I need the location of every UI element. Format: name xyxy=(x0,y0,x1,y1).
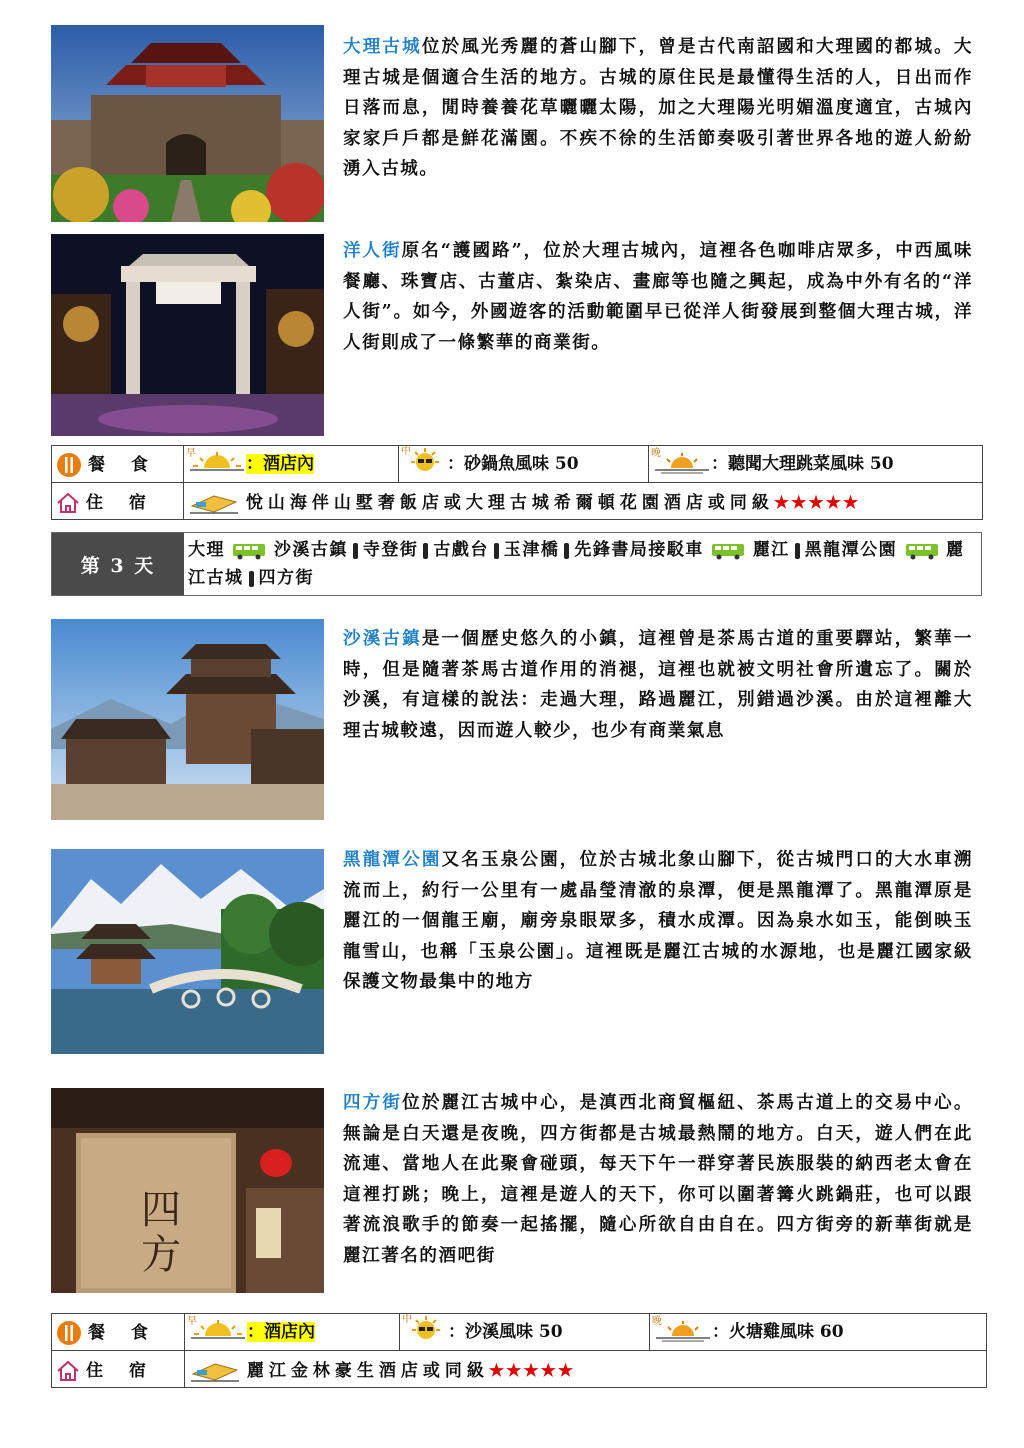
paragraph-sifang xyxy=(343,1088,973,1271)
lunch-value: ：砂鍋魚風味 50 xyxy=(447,453,579,474)
lodging-label: 住 宿 xyxy=(86,1360,156,1381)
heading-shaxi: 沙溪古鎮 xyxy=(343,629,422,649)
home-icon xyxy=(56,492,80,514)
stop-8: 麗江古城 xyxy=(188,540,965,588)
heading-heilongtan: 黑龍潭公園 xyxy=(343,850,442,870)
text-sifang: 位於麗江古城中心，是滇西北商貿樞紐、茶馬古道上的交易中心。無論是白天還是夜晚，四方街都是古城最熱鬧的地方。白天，遊人們在此流連、當地人在此聚會碰頭，每天下午一群穿著民族服裝的納西老太會在這裡打跳；晚上，這裡是遊人的天下，你可以圍著篝火跳鍋莊，也可以跟著流浪歌手的節奏一起搖擺，隨心所欲自由自在。四方街旁的新華街就是麗江著名的酒吧街 xyxy=(343,1093,973,1266)
lodging-stars: ★★★★★ xyxy=(773,492,861,513)
photo-shaxi-town xyxy=(51,619,324,820)
meal-label: 餐 食 xyxy=(88,454,158,475)
meal-label: 餐 食 xyxy=(88,1322,158,1343)
dinner-cell xyxy=(649,446,983,483)
dinner-tag: 晚 xyxy=(652,1316,662,1327)
pin-icon xyxy=(249,571,254,587)
lodging-row xyxy=(52,483,983,520)
photo-black-dragon-pool xyxy=(51,849,324,1054)
breakfast-cell xyxy=(185,1314,400,1351)
breakfast-value: ：酒店內 xyxy=(246,454,314,474)
stop-4: 玉津橋 xyxy=(503,540,560,560)
text-shaxi: 是一個歷史悠久的小鎮，這裡曾是茶馬古道的重要驛站，繁華一時，但是隨著茶馬古道作用的消褪，這裡也就被文明社會所遺忘了。關於沙溪，有這樣的說法：走過大理，路過麗江，別錯過沙溪。由於這裡離大理古城較遠，因而遊人較少，也少有商業氣息 xyxy=(343,629,973,741)
day3-itinerary xyxy=(51,532,982,596)
svg-text:四: 四 xyxy=(141,1187,181,1233)
pin-icon xyxy=(564,543,569,559)
photo-yangren-street xyxy=(51,234,324,436)
bus-icon xyxy=(232,542,266,560)
dinner-tag: 晚 xyxy=(651,448,661,459)
food-icon xyxy=(56,452,82,478)
bus-icon xyxy=(905,542,939,560)
pin-icon xyxy=(353,543,358,559)
dinner-value: ：聽聞大理跳菜風味 50 xyxy=(711,454,894,474)
paragraph-dali xyxy=(343,32,973,185)
lunch-value: ：沙溪風味 50 xyxy=(448,1321,563,1342)
lunch-tag: 中 xyxy=(401,445,411,457)
pin-icon xyxy=(494,543,499,559)
sunset-icon xyxy=(653,450,711,479)
breakfast-tag: 早 xyxy=(186,448,196,459)
lodging-label-cell xyxy=(52,1351,185,1388)
dinner-value: ：火塘雞風味 60 xyxy=(712,1322,844,1342)
breakfast-value: ：酒店內 xyxy=(247,1322,315,1342)
sunrise-icon xyxy=(188,450,246,479)
lodging-value: 麗江金林豪生酒店或同級 xyxy=(246,1360,489,1381)
text-yangren: 原名“護國路”，位於大理古城內，這裡各色咖啡店眾多，中西風味餐廳、珠寶店、古董店、紮染店、畫廊等也隨之興起，成為中外有名的“洋人街”。如今，外國遊客的活動範圍早已從洋人街發展到整個大理古城，洋人街則成了一條繁華的商業街。 xyxy=(343,241,973,353)
food-icon xyxy=(56,1320,82,1346)
bed-icon xyxy=(189,1360,241,1382)
pin-icon xyxy=(423,543,428,559)
text-heilongtan: 又名玉泉公園，位於古城北象山腳下，從古城門口的大水車溯流而上，約行一公里有一處晶瑩清澈的泉潭，便是黑龍潭了。黑龍潭原是麗江的一個龍王廟，廟旁泉眼眾多，積水成潭。因為泉水如玉，能倒映玉龍雪山，也稱「玉泉公園」。這裡既是麗江古城的水源地，也是麗江國家級保護文物最集中的地方 xyxy=(343,850,974,992)
meal-label-cell xyxy=(52,1314,185,1351)
text-dali: 位於風光秀麗的蒼山腳下，曾是古代南詔國和大理國的都城。大理古城是個適合生活的地方。古城的原住民是最懂得生活的人，日出而作日落而息，閒時養養花草曬曬太陽，加之大理陽光明媚溫度適宜，古城內家家戶戶都是鮮花滿園。不疾不徐的生活節奏吸引著世界各地的遊人紛紛湧入古城。 xyxy=(343,37,973,179)
bus-icon xyxy=(711,542,745,560)
sunrise-icon xyxy=(189,1318,247,1347)
lodging-stars: ★★★★★ xyxy=(488,1360,576,1381)
lodging-label-cell xyxy=(52,483,184,520)
day3-route xyxy=(188,536,978,592)
meal-row xyxy=(52,446,983,483)
breakfast-cell xyxy=(184,446,399,483)
svg-text:方: 方 xyxy=(141,1232,181,1278)
paragraph-shaxi xyxy=(343,624,973,746)
lunch-cell xyxy=(399,446,649,483)
paragraph-heilongtan xyxy=(343,845,973,998)
lodging-cell xyxy=(184,483,983,520)
day3-label: 第 3 天 xyxy=(52,533,184,595)
lunch-tag: 中 xyxy=(402,1313,412,1325)
photo-sifang-street xyxy=(51,1088,324,1293)
stop-0: 大理 xyxy=(188,540,225,560)
lodging-value: 悅山海伴山墅奢飯店或大理古城希爾頓花園酒店或同級 xyxy=(245,492,774,513)
breakfast-tag: 早 xyxy=(187,1316,197,1327)
pin-icon xyxy=(795,543,800,559)
lodging-cell xyxy=(185,1351,987,1388)
stop-7: 黑龍潭公園 xyxy=(804,540,898,560)
meal-table-day3 xyxy=(51,1313,987,1388)
stop-1: 沙溪古鎮 xyxy=(273,540,348,560)
stop-2: 寺登街 xyxy=(362,540,419,560)
lodging-label: 住 宿 xyxy=(86,492,156,513)
dinner-cell xyxy=(650,1314,987,1351)
stop-3: 古戲台 xyxy=(433,540,489,560)
sunset-icon xyxy=(654,1318,712,1347)
paragraph-yangren xyxy=(343,236,973,358)
photo-dali-gate xyxy=(51,25,324,222)
meal-label-cell xyxy=(52,446,184,483)
heading-sifang: 四方街 xyxy=(343,1093,403,1113)
lunch-cell xyxy=(400,1314,650,1351)
home-icon xyxy=(56,1360,80,1382)
heading-yangren: 洋人街 xyxy=(343,241,402,261)
sun-glasses-icon xyxy=(401,445,447,481)
meal-row xyxy=(52,1314,987,1351)
heading-dali: 大理古城 xyxy=(343,37,422,57)
stop-6: 麗江 xyxy=(752,540,790,560)
meal-table-day2 xyxy=(51,445,983,520)
sun-glasses-icon xyxy=(402,1313,448,1349)
stop-9: 四方街 xyxy=(258,568,314,588)
stop-5: 先鋒書局接駁車 xyxy=(574,540,704,560)
bed-icon xyxy=(188,492,240,514)
lodging-row xyxy=(52,1351,987,1388)
